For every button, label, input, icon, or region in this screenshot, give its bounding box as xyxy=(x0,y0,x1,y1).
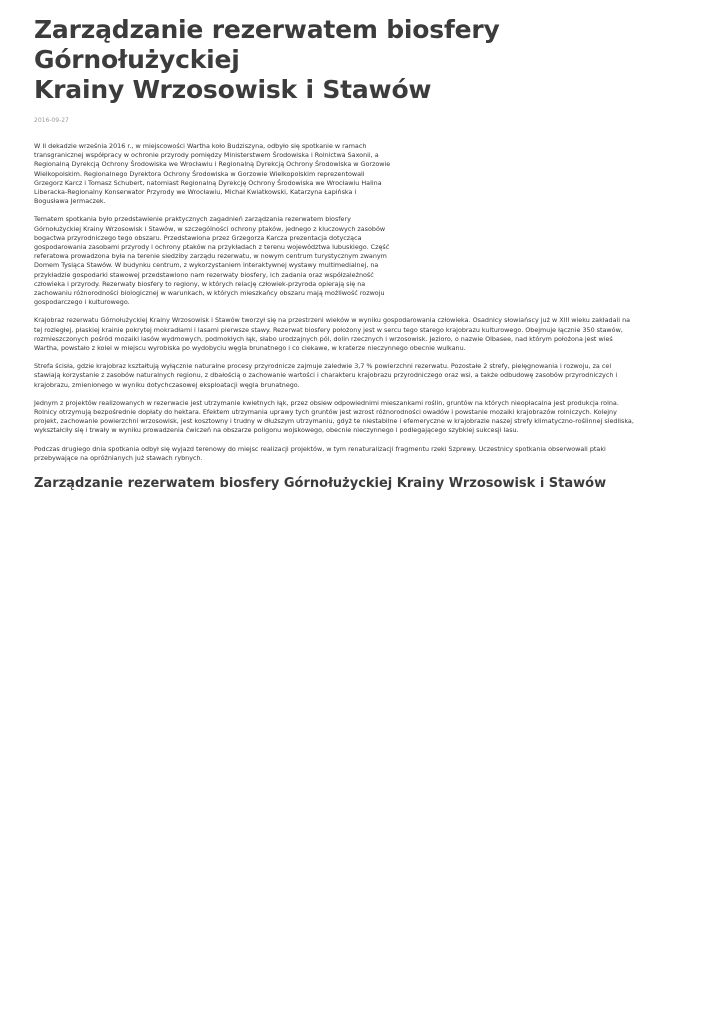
paragraph: Krajobraz rezerwatu Górnołużyckiej Krainy Wrzosowisk i Stawów tworzył się na przestrzeni wieków w wyniku gospodarowania człowieka. Osadnicy słowiańscy już w XIII wieku zakładali na tej rozległej, płaskiej krainie pokrytej mokradłami i lasami pierwsze stawy. Rezerwat biosfery położony jest w sercu tego starego krajobrazu kulturowego. Obejmuje łącznie 350 stawów, rozmieszczonych pośród mozaiki lasów wydmowych, podmokłych łąk, słabo urodzajnych pól, dolin rzecznych i wrzosowisk. Jezioro, o nazwie Olbasee, nad którym położona jest wieś Wartha, powstało z kolei w miejscu wyrobiska po wydobyciu węgla brunatnego i co ciekawe, w kraterze nieczynnego obecnie wulkanu. xyxy=(34,316,631,353)
page-title: Zarządzanie rezerwatem biosfery Górnołużyckiej Krainy Wrzosowisk i Stawów xyxy=(34,15,500,104)
paragraph: Jednym z projektów realizowanych w rezerwacie jest utrzymanie kwietnych łąk, przez obsiew odpowiednimi mieszankami roślin, gruntów na których nieopłacalna jest produkcja rolna. Rolnicy otrzymują bezpośrednie dopłaty do hektara. Efektem utrzymania uprawy tych gruntów jest wzrost różnorodności owadów i powstanie mozaiki krajobrazów rolniczych. Kolejny projekt, zachowanie powierzchni wrzosowisk, jest kosztowny i trudny w dłuższym utrzymaniu, gdyż te niestabilne i efemeryczne w krajobrazie naszej strefy klimatyczno-roślinnej siedliska, wykształciły się i trwały w wyniku prowadzenia ćwiczeń na obszarze poligonu wojskowego, obecnie nieczynnego i podlegającego szybkiej sukcesji lasu. xyxy=(34,398,634,435)
article-body xyxy=(34,142,691,463)
paragraph: Tematem spotkania było przedstawienie praktycznych zagadnień zarządzania rezerwatem biosfery Górnołużyckiej Krainy Wrzosowisk i Stawów, w szczególności ochrony ptaków, jednego z kluczowych zasobów bogactwa przyrodniczego tego obszaru. Przedstawiona przez Grzegorza Karcza prezentacja dotycząca gospodarowania zasobami przyrody i ochrony ptaków na przykładach z terenu województwa lubuskiego. Część referatowa prowadzona była na terenie siedziby zarządu rezerwatu, w nowym centrum turystycznym zwanym Domem Tysiąca Stawów. W budynku centrum, z wykorzystaniem interaktywnej wystawy multimedialnej, na przykładzie gospodarki stawowej przedstawiono nam rezerwaty biosfery, ich zadania oraz współzależność człowieka i przyrody. Rezerwaty biosfery to regiony, w których relację człowiek-przyroda opierają się na zachowaniu różnorodności biologicznej w warunkach, w których mieszkańcy obszaru mają możliwość rozwoju gospodarczego i kulturowego. xyxy=(34,215,390,307)
article xyxy=(0,0,725,492)
section-heading: Zarządzanie rezerwatem biosfery Górnołużyckiej Krainy Wrzosowisk i Stawów xyxy=(34,476,607,492)
paragraph: W II dekadzie września 2016 r., w miejscowości Wartha koło Budziszyna, odbyło się spotkanie w ramach transgranicznej współpracy w ochronie przyrody pomiędzy Ministerstwem Środowiska i Rolnictwa Saxonii, a Regionalną Dyrekcją Ochrony Środowiska we Wrocławiu i Regionalną Dyrekcją Ochrony Środowiska w Gorzowie Wielkopolskim. Regionalnego Dyrektora Ochrony Środowiska w Gorzowie Wielkopolskim reprezentowali Grzegorz Karcz i Tomasz Schubert, natomiast Regionalną Dyrekcję Ochrony Środowiska we Wrocławiu Halina Liberacka-Regionalny Konserwator Przyrody we Wrocławiu, Michał Kwiatkowski, Katarzyna Łapińska i Bogusława Jermaczek. xyxy=(34,142,391,206)
paragraph: Podczas drugiego dnia spotkania odbył się wyjazd terenowy do miejsc realizacji projektów, w tym renaturalizacji fragmentu rzeki Szprewy. Uczestnicy spotkania obserwowali ptaki przebywające na opróżnianych już stawach rybnych. xyxy=(34,444,606,462)
paragraph: Strefa ścisła, gdzie krajobraz kształtują wyłącznie naturalne procesy przyrodnicze zajmuje zaledwie 3,7 % powierzchni rezerwatu. Pozostałe 2 strefy, pielęgnowania i rozwoju, za cel stawiają korzystanie z zasobów naturalnych regionu, z dbałością o zachowanie wartości i charakteru krajobrazu przyrodniczego oraz wsi, a także odbudowę zasobów przyrodniczych i krajobrazu, zmienionego w wyniku dotychczasowej eksploatacji węgla brunatnego. xyxy=(34,362,618,389)
publish-date: 2016-09-27 xyxy=(34,117,69,124)
